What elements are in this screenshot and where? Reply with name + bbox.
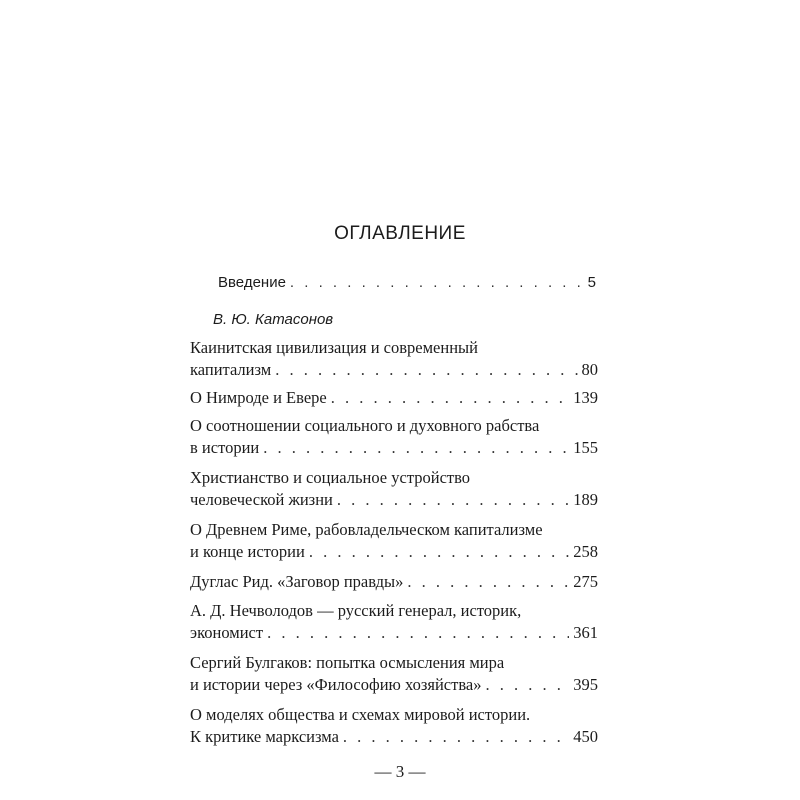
toc-entry-title-line1: О моделях общества и схемах мировой истории. [190,705,531,724]
toc-entry-title-line2: человеческой жизни [190,490,333,509]
toc-entry [190,519,598,563]
toc-heading: ОГЛАВЛЕНИЕ [334,223,466,244]
toc-entry-title-line1: О соотношении социального и духовного рабства [190,416,540,435]
toc-entry-title: Дуглас Рид. «Заговор правды» [190,572,404,591]
toc-entry-page: 275 [573,572,598,591]
toc-entry-intro [218,274,596,291]
toc-entry-page: 258 [573,542,598,561]
toc-entry-page: 361 [573,623,598,642]
toc-entry-page: 450 [573,727,598,746]
toc-entry-title-line2: капитализм [190,360,272,379]
toc-entry-title-line2: и истории через «Философию хозяйства» [190,675,482,694]
toc-entry-page: 5 [587,274,596,291]
toc-entry-title: Введение [218,274,286,291]
toc-entry-title-line1: Каинитская цивилизация и современный [190,338,478,357]
dot-leader [263,437,569,459]
dot-leader [290,274,584,291]
dot-leader [267,622,569,644]
toc-entry-title-line1: А. Д. Нечволодов — русский генерал, историк, [190,601,522,620]
toc-entry-page: 155 [573,438,598,457]
toc-entry [190,337,598,381]
toc-entry-page: 139 [573,388,598,407]
toc-entry [190,571,598,593]
author-name: В. Ю. Катасонов [213,311,334,328]
toc-entry-page: 189 [573,490,598,509]
dot-leader [485,674,569,696]
toc-entry-title-line2: К критике марксизма [190,727,339,746]
toc-entry [190,652,598,696]
toc-entry-title-line2: экономист [190,623,264,642]
dot-leader [407,571,569,593]
toc-entry-title-line2: и конце истории [190,542,305,561]
toc-entry-page: 395 [573,675,598,694]
dot-leader [337,489,569,511]
page-number: — 3 — [374,762,426,781]
toc-entry-title-line1: Христианство и социальное устройство [190,468,471,487]
toc-entry [190,600,598,644]
toc-entry-title-line1: О Древнем Риме, рабовладельческом капитализме [190,520,543,539]
toc-entry [190,704,598,748]
dot-leader [331,387,570,409]
dot-leader [309,541,569,563]
dot-leader [343,726,569,748]
toc-entry [190,467,598,511]
toc-entry [190,387,598,409]
toc-entry-title-line2: в истории [190,438,260,457]
toc-entry-page: 80 [581,360,598,379]
toc-entry-title: О Нимроде и Евере [190,388,327,407]
toc-entry-title-line1: Сергий Булгаков: попытка осмысления мира [190,653,505,672]
toc-entry [190,415,598,459]
dot-leader [275,359,577,381]
